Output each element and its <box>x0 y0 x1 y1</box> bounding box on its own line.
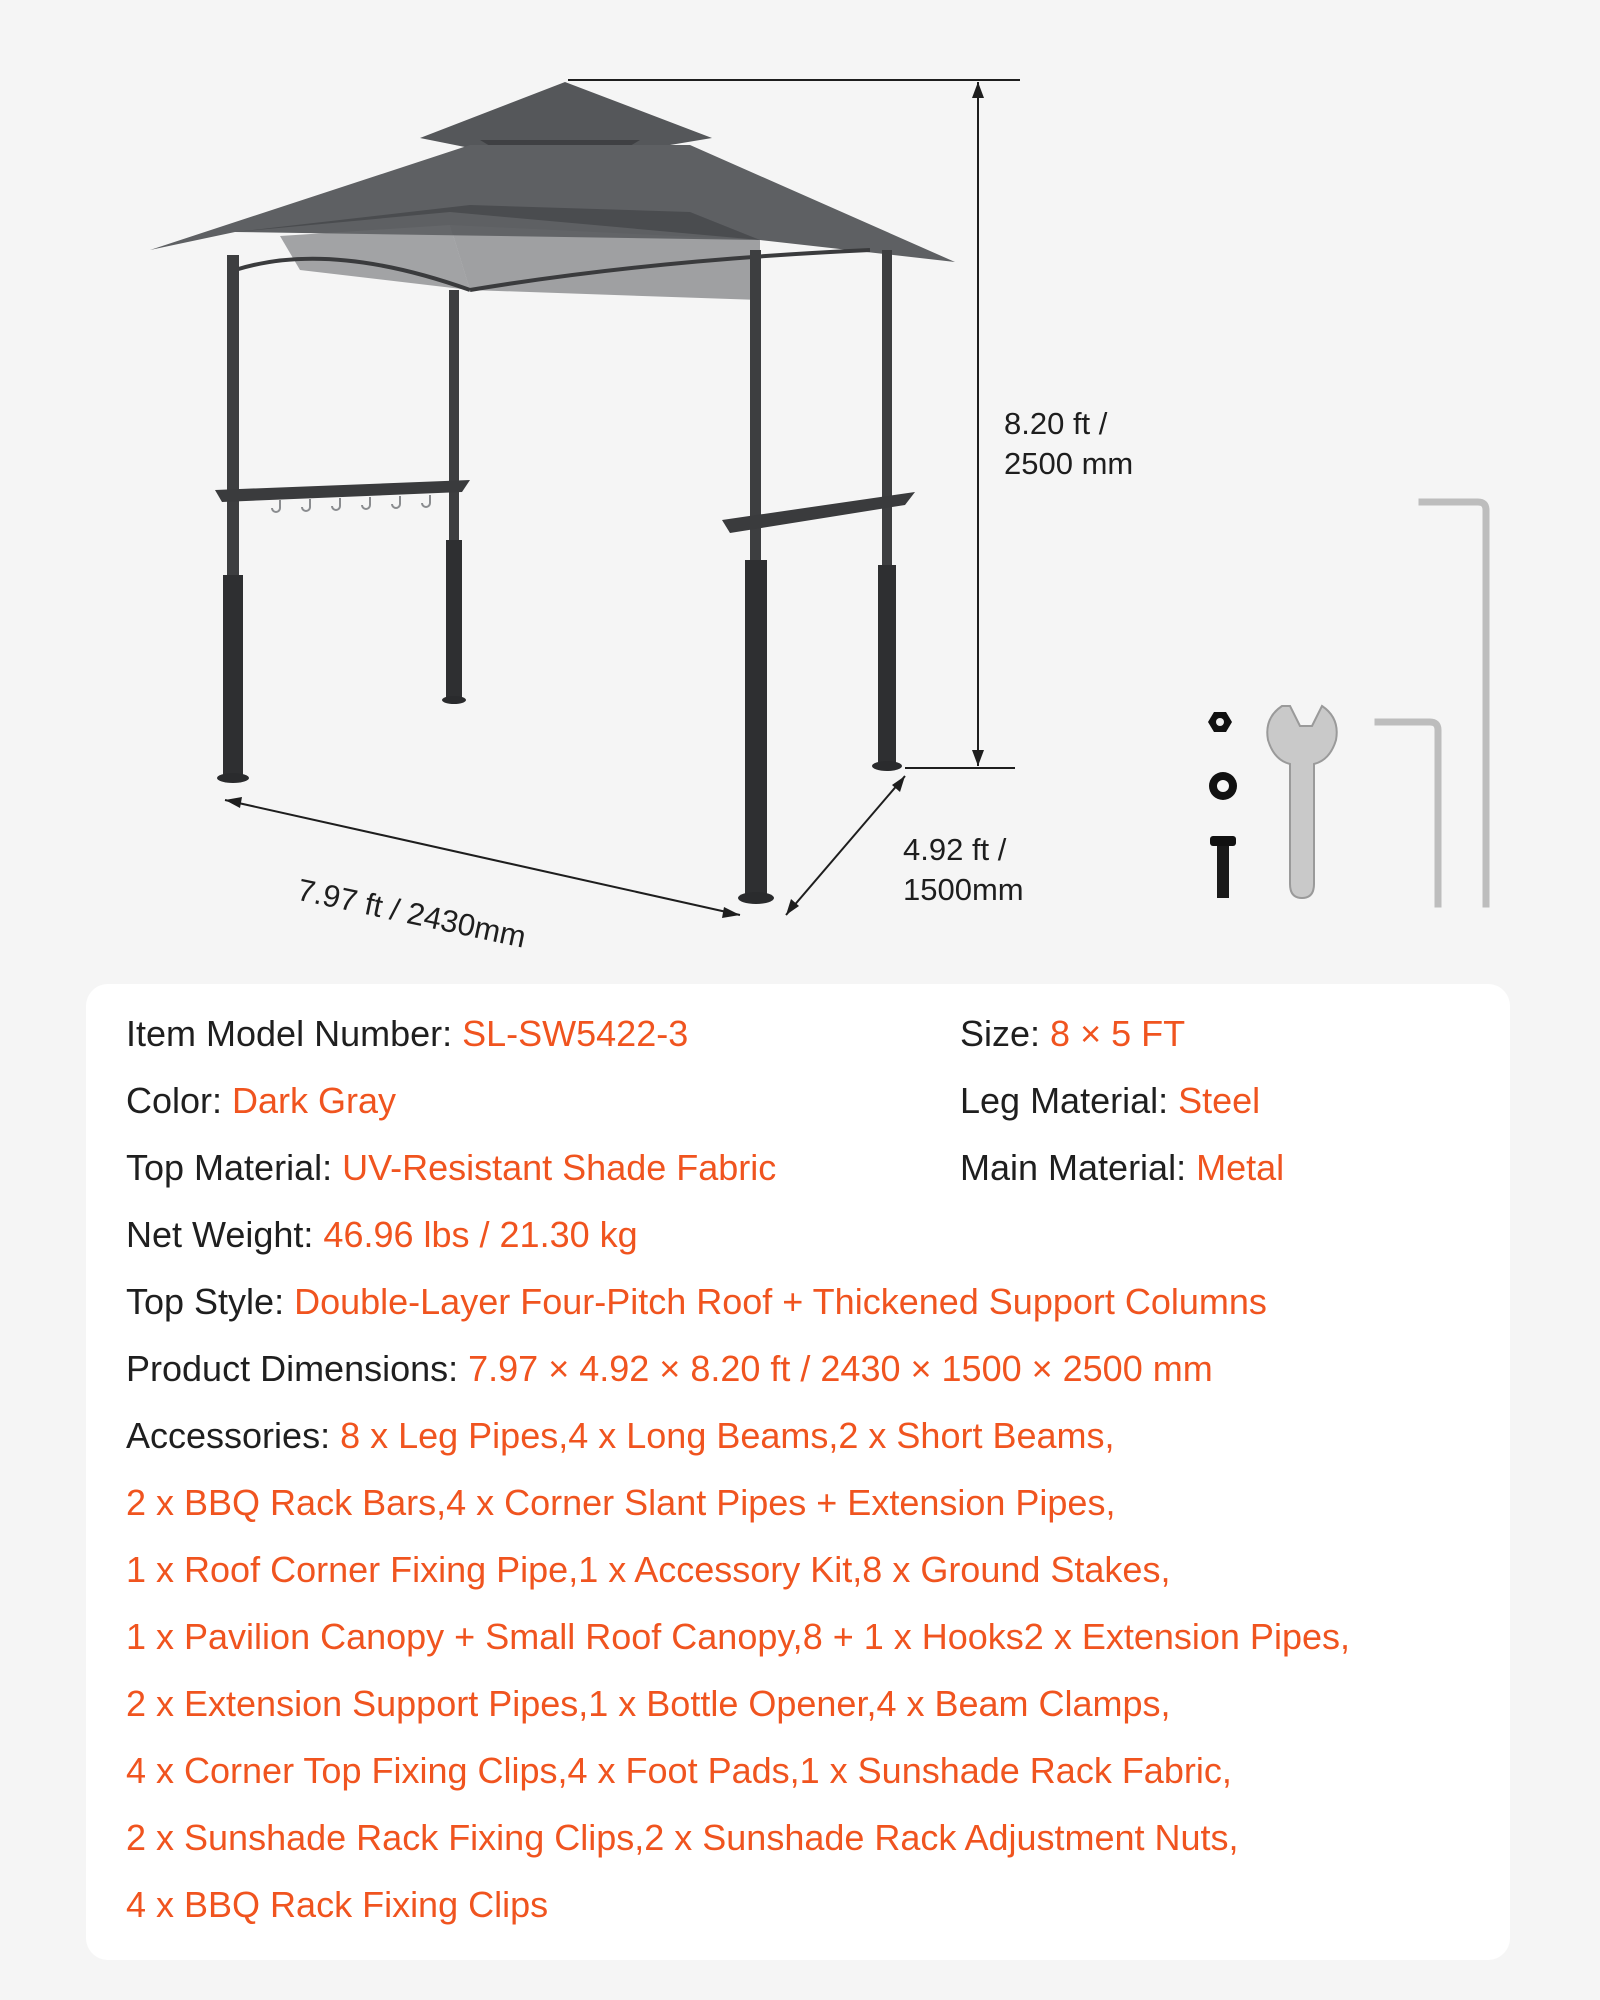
left-shelf <box>215 480 470 502</box>
accessories-line: 4 x Corner Top Fixing Clips,4 x Foot Pads,1 x Sunshade Rack Fabric, <box>126 1750 1232 1791</box>
accessories-line: 8 x Leg Pipes,4 x Long Beams,2 x Short Beams, <box>340 1415 1115 1456</box>
pole-front-left <box>227 255 239 585</box>
accessory-kit <box>1208 502 1486 904</box>
spec-product-dimensions <box>126 1347 1213 1391</box>
spec-color <box>126 1079 396 1123</box>
spec-value: UV-Resistant Shade Fabric <box>342 1147 777 1188</box>
height-dimension-label <box>1004 404 1133 484</box>
spec-label: Product Dimensions: <box>126 1348 469 1389</box>
spec-value: Metal <box>1196 1147 1285 1188</box>
spec-label: Item Model Number: <box>126 1013 463 1054</box>
spec-value: 46.96 lbs / 21.30 kg <box>323 1214 638 1255</box>
bolt-icon <box>1210 836 1236 846</box>
spec-value: Steel <box>1178 1080 1261 1121</box>
accessories-line: 2 x Extension Support Pipes,1 x Bottle Opener,4 x Beam Clamps, <box>126 1683 1171 1724</box>
spec-leg-material <box>960 1079 1260 1123</box>
pole-back-right <box>882 250 892 570</box>
depth-dimension-label <box>903 830 1024 910</box>
spec-card <box>86 984 1510 1960</box>
long-hex-key-icon <box>1422 502 1486 904</box>
wrench-icon <box>1267 706 1336 898</box>
accessories-line: 4 x BBQ Rack Fixing Clips <box>126 1884 549 1925</box>
spec-value: Double-Layer Four-Pitch Roof + Thickened Support Columns <box>294 1281 1267 1322</box>
spec-label: Net Weight: <box>126 1214 324 1255</box>
height-imperial: 8.20 ft / <box>1004 406 1108 441</box>
spec-top-style <box>126 1280 1267 1324</box>
accessories-line: 2 x Sunshade Rack Fixing Clips,2 x Sunshade Rack Adjustment Nuts, <box>126 1817 1239 1858</box>
spec-top-material <box>126 1146 776 1190</box>
height-metric: 2500 mm <box>1004 446 1134 481</box>
accessories-line: 1 x Pavilion Canopy + Small Roof Canopy,8 + 1 x Hooks2 x Extension Pipes, <box>126 1616 1350 1657</box>
spec-main-material <box>960 1146 1284 1190</box>
spec-size <box>960 1012 1185 1056</box>
spec-value: 8 × 5 FT <box>1050 1013 1186 1054</box>
spec-net-weight <box>126 1213 638 1257</box>
spec-label: Top Style: <box>126 1281 295 1322</box>
spec-label: Size: <box>960 1013 1051 1054</box>
depth-imperial: 4.92 ft / <box>903 832 1007 867</box>
spec-label: Main Material: <box>960 1147 1197 1188</box>
pole-back-left <box>449 290 459 550</box>
short-hex-key-icon <box>1378 722 1438 904</box>
width-dimension-label: 7.97 ft / 2430mm <box>294 871 530 955</box>
spec-accessories <box>126 1414 1115 1458</box>
accessories-line: 2 x BBQ Rack Bars,4 x Corner Slant Pipes + Extension Pipes, <box>126 1482 1116 1523</box>
upper-canopy <box>420 82 712 150</box>
spec-model <box>126 1012 688 1056</box>
depth-metric: 1500mm <box>903 872 1024 907</box>
spec-label: Top Material: <box>126 1147 343 1188</box>
accessories-line: 1 x Roof Corner Fixing Pipe,1 x Accessory Kit,8 x Ground Stakes, <box>126 1549 1171 1590</box>
spec-value: Dark Gray <box>232 1080 397 1121</box>
spec-label: Color: <box>126 1080 233 1121</box>
spec-value: SL-SW5422-3 <box>462 1013 689 1054</box>
gazebo-illustration <box>0 0 1600 980</box>
spec-value: 7.97 × 4.92 × 8.20 ft / 2430 × 1500 × 2500 mm <box>468 1348 1213 1389</box>
spec-label: Leg Material: <box>960 1080 1179 1121</box>
product-figure <box>0 0 1600 980</box>
spec-label: Accessories: <box>126 1415 341 1456</box>
